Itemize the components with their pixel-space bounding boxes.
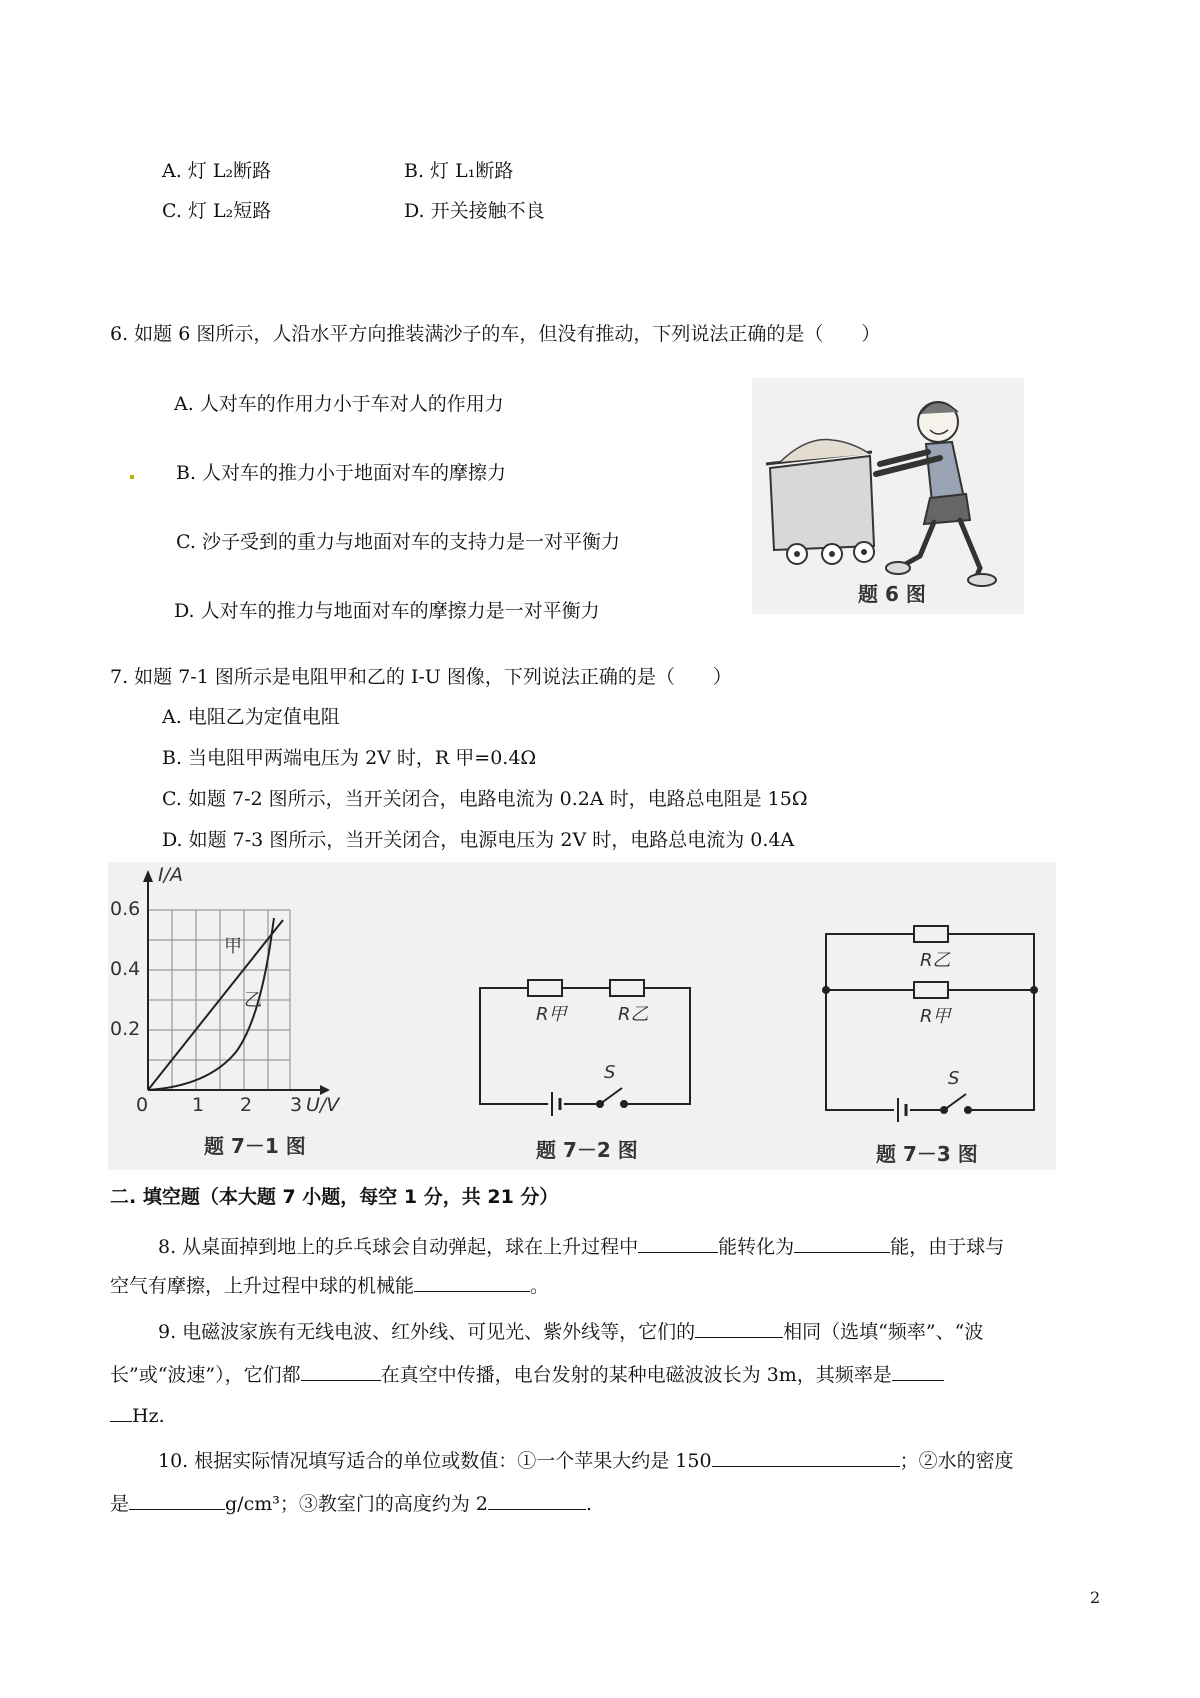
graph-y-tick-0.2: 0.2	[110, 1018, 141, 1040]
graph-y-label: I/A	[158, 864, 184, 886]
q9-line2	[110, 1362, 944, 1387]
q9-text-5: Hz.	[132, 1405, 165, 1427]
fig7-3-caption: 题 7－3 图	[876, 1142, 978, 1166]
q6-figure-caption: 题 6 图	[858, 582, 926, 606]
graph-x-tick-0: 0	[136, 1094, 149, 1116]
series-circuit	[480, 980, 690, 1116]
q10-blank-2[interactable]	[129, 1491, 225, 1510]
graph-x-label: U/V	[306, 1094, 340, 1116]
q6-figure	[752, 378, 1024, 614]
q6-option-b: B. 人对车的推力小于地面对车的摩擦力	[176, 462, 507, 484]
q7-option-a: A. 电阻乙为定值电阻	[162, 706, 340, 728]
q10-text-5: .	[585, 1493, 593, 1515]
q9-line1	[158, 1319, 983, 1344]
q8-text-5: 。	[530, 1275, 550, 1297]
q10-text-2: ；②水的密度	[899, 1450, 1014, 1472]
q7-figures	[108, 862, 1056, 1170]
q8-text-4: 空气有摩擦，上升过程中球的机械能	[110, 1275, 415, 1297]
graph-x-tick-1: 1	[192, 1094, 205, 1116]
q8-blank-1[interactable]	[638, 1234, 718, 1253]
q10-text-3: 是	[110, 1493, 130, 1515]
q5-option-a: A. 灯 L₂断路	[162, 160, 272, 182]
section-2-title: 二. 填空题（本大题 7 小题，每空 1 分，共 21 分）	[110, 1186, 559, 1208]
q5-option-c: C. 灯 L₂短路	[162, 200, 272, 222]
page-number: 2	[1090, 1588, 1101, 1607]
q10-text-4: g/cm³；③教室门的高度约为 2	[225, 1493, 488, 1515]
fig7-1-caption: 题 7－1 图	[204, 1134, 306, 1158]
q9-blank-3-cont[interactable]	[110, 1403, 132, 1422]
q9-blank-1[interactable]	[695, 1319, 783, 1338]
q10-blank-1[interactable]	[712, 1448, 900, 1467]
scan-speck	[130, 475, 134, 479]
fig7-3-r-jia: R甲	[920, 1006, 951, 1027]
fig7-2-r-yi: R乙	[618, 1004, 649, 1025]
q10-text-1: 10. 根据实际情况填写适合的单位或数值：①一个苹果大约是 150	[158, 1450, 712, 1472]
q5-option-d: D. 开关接触不良	[404, 200, 545, 222]
graph-x-tick-3: 3	[290, 1094, 303, 1116]
fig7-3-r-yi: R乙	[920, 950, 951, 971]
fig7-2-switch: S	[604, 1062, 616, 1083]
q8-line2	[110, 1273, 549, 1298]
q7-option-c: C. 如题 7-2 图所示，当开关闭合，电路电流为 0.2A 时，电路总电阻是 15Ω	[162, 788, 808, 810]
fig7-2-caption: 题 7－2 图	[536, 1138, 638, 1162]
q10-blank-3[interactable]	[488, 1491, 586, 1510]
q5-option-b: B. 灯 L₁断路	[404, 160, 514, 182]
q9-blank-2[interactable]	[301, 1362, 381, 1381]
q8-text-1: 8. 从桌面掉到地上的乒乓球会自动弹起，球在上升过程中	[158, 1236, 639, 1258]
q9-line3	[110, 1403, 165, 1428]
q8-blank-2[interactable]	[794, 1234, 890, 1253]
q9-text-2: 相同（选填“频率”、“波	[783, 1321, 984, 1343]
q6-option-c: C. 沙子受到的重力与地面对车的支持力是一对平衡力	[176, 531, 620, 553]
q9-text-3: 长”或“波速”），它们都	[110, 1364, 301, 1386]
graph-y-tick-0.4: 0.4	[110, 958, 141, 980]
q7-stem: 7. 如题 7-1 图所示是电阻甲和乙的 I-U 图像，下列说法正确的是（ ）	[110, 666, 732, 688]
series-jia-line	[148, 920, 283, 1090]
series-jia-label: 甲	[224, 936, 242, 957]
q7-option-b: B. 当电阻甲两端电压为 2V 时，R 甲=0.4Ω	[162, 747, 537, 769]
q10-line1	[158, 1448, 1014, 1473]
iu-graph	[143, 870, 330, 1095]
q8-text-3: 能，由于球与	[890, 1236, 1005, 1258]
fig7-2-r-jia: R甲	[536, 1004, 567, 1025]
q6-option-a: A. 人对车的作用力小于车对人的作用力	[174, 393, 504, 415]
graph-y-tick-0.6: 0.6	[110, 898, 141, 920]
q8-line1	[158, 1234, 1004, 1259]
q9-blank-3[interactable]	[892, 1362, 944, 1381]
series-yi-label: 乙	[244, 990, 262, 1011]
q8-blank-3[interactable]	[414, 1273, 530, 1292]
graph-x-tick-2: 2	[240, 1094, 253, 1116]
q6-option-d: D. 人对车的推力与地面对车的摩擦力是一对平衡力	[174, 600, 600, 622]
fig7-3-switch: S	[948, 1068, 960, 1089]
q9-text-4: 在真空中传播，电台发射的某种电磁波波长为 3m，其频率是	[380, 1364, 892, 1386]
q9-text-1: 9. 电磁波家族有无线电波、红外线、可见光、紫外线等，它们的	[158, 1321, 696, 1343]
q8-text-2: 能转化为	[718, 1236, 795, 1258]
q7-option-d: D. 如题 7-3 图所示，当开关闭合，电源电压为 2V 时，电路总电流为 0.4A	[162, 829, 795, 851]
q6-stem: 6. 如题 6 图所示，人沿水平方向推装满沙子的车，但没有推动，下列说法正确的是（ ）	[110, 323, 881, 345]
q10-line2	[110, 1491, 592, 1516]
